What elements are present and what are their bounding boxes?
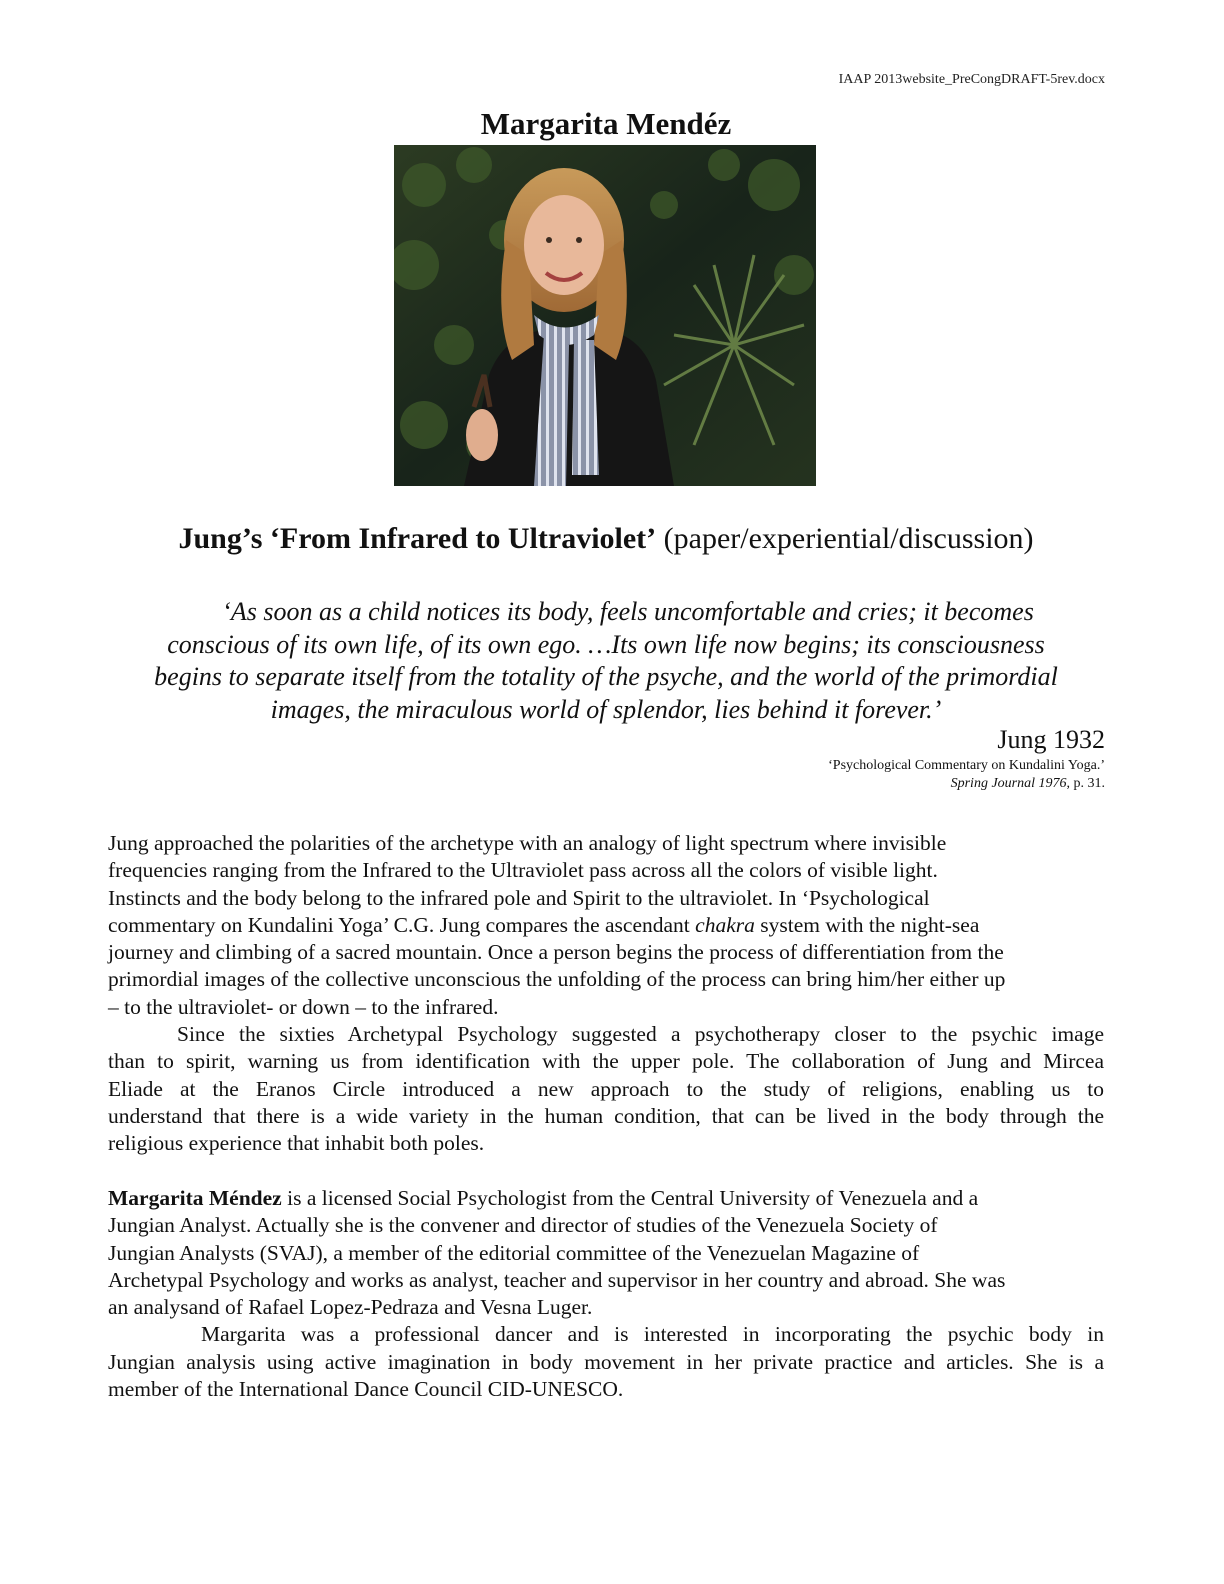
quote-line: ‘As soon as a child notices its body, feels uncomfortable and cries; it becomes [222, 597, 1034, 626]
bio-line [108, 1185, 1104, 1212]
bio-line: member of the International Dance Council CID-UNESCO. [108, 1377, 624, 1402]
bio-text: is a licensed Social Psychologist from the Central University of Venezuela and a [281, 1186, 979, 1210]
abstract-line: than to spirit, warning us from identification with the upper pole. The collaboration of Jung and Mircea [108, 1049, 1104, 1074]
bio-line: Jungian Analyst. Actually she is the convener and director of studies of the Venezuela Society of [108, 1213, 938, 1238]
bio-line: Margarita was a professional dancer and is interested in incorporating the psychic body in [201, 1322, 1104, 1347]
abstract-line: Jung approached the polarities of the archetype with an analogy of light spectrum where invisible [108, 831, 947, 855]
speaker-name-title: Margarita Mendéz [480, 106, 732, 141]
quote-source-page: , p. 31. [1066, 776, 1105, 791]
quote-author: Jung 1932 [997, 725, 1105, 754]
abstract-text: commentary on Kundalini Yoga’ C.G. Jung compares the ascendant [108, 912, 696, 937]
bio-paragraph [108, 1185, 1104, 1403]
abstract-line: journey and climbing of a sacred mountain. Once a person begins the process of differentiation from the [108, 940, 1004, 965]
abstract-line: frequencies ranging from the Infrared to the Ultraviolet pass across all the colors of visible light. [108, 858, 938, 883]
document-filename: IAAP 2013website_PreCongDRAFT-5rev.docx [838, 72, 1105, 87]
paper-title [0, 522, 1212, 556]
abstract-line: understand that there is a wide variety in the human condition, that can be lived in the body through the [108, 1103, 1104, 1128]
bio-line: Archetypal Psychology and works as analyst, teacher and supervisor in her country and abroad. She was [108, 1267, 1006, 1292]
abstract-text: system with the night-sea [754, 912, 980, 937]
quote-line: images, the miraculous world of splendor, lies behind it forever.’ [270, 694, 942, 724]
quote-source-journal: Spring Journal 1976 [950, 776, 1067, 791]
quote-source-title: ‘Psychological Commentary on Kundalini Yoga.’ [828, 758, 1105, 773]
speaker-photo [394, 145, 816, 486]
bio-line: an analysand of Rafael Lopez-Pedraza and Vesna Luger. [108, 1295, 593, 1320]
abstract-line: Instincts and the body belong to the infrared pole and Spirit to the ultraviolet. In ‘Psychological [108, 885, 930, 910]
abstract-italic-term: chakra [695, 912, 755, 937]
quote-source [828, 757, 1105, 793]
paper-title-format: (paper/experiential/discussion) [656, 522, 1034, 555]
bio-line: Jungian Analysts (SVAJ), a member of the editorial committee of the Venezuelan Magazine of [108, 1240, 920, 1265]
epigraph-quote [108, 596, 1104, 726]
abstract-line: primordial images of the collective unconscious the unfolding of the process can bring him/her either up [108, 967, 1006, 992]
paper-title-main: Jung’s ‘From Infrared to Ultraviolet’ [178, 522, 657, 555]
quote-line: conscious of its own life, of its own ego. …Its own life now begins; its consciousness [167, 629, 1045, 659]
abstract-line: Since the sixties Archetypal Psychology suggested a psychotherapy closer to the psychic image [177, 1022, 1104, 1047]
speaker-photo-illustration [394, 145, 816, 486]
quote-line: begins to separate itself from the totality of the psyche, and the world of the primordial [154, 662, 1058, 691]
bio-name: Margarita Méndez [108, 1186, 282, 1210]
bio-line: Jungian analysis using active imagination in body movement in her private practice and articles. She is a [108, 1349, 1104, 1374]
abstract-paragraph [108, 830, 1104, 1158]
abstract-line [108, 912, 1104, 939]
abstract-line: religious experience that inhabit both poles. [108, 1131, 485, 1156]
abstract-line: – to the ultraviolet- or down – to the infrared. [108, 994, 499, 1019]
abstract-line: Eliade at the Eranos Circle introduced a new approach to the study of religions, enabling us to [108, 1076, 1104, 1101]
quote-source-citation [828, 775, 1105, 793]
